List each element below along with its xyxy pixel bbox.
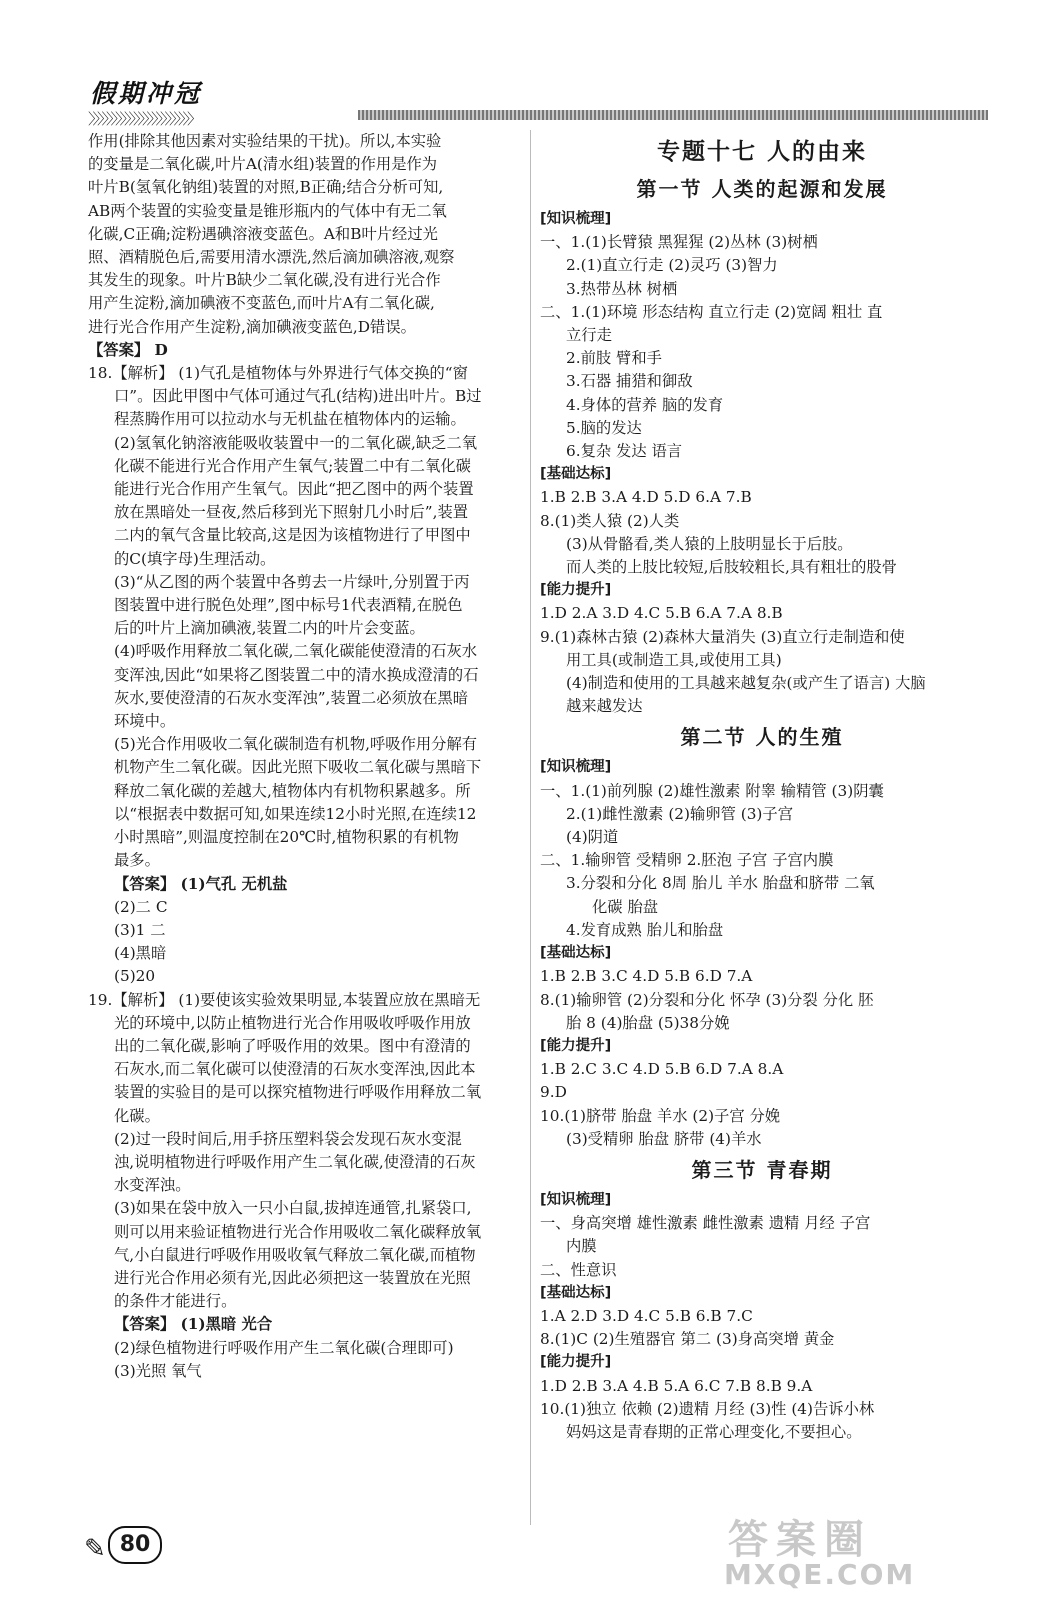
text-line: (3)从骨骼看,类人猿的上肢明显长于后肢。 <box>566 534 853 553</box>
text-line: 二内的氧气含量比较高,这是因为该植物进行了甲图中 <box>114 526 471 545</box>
answer-line: (2)二 C <box>114 897 168 916</box>
section-tag: [知识梳理] <box>540 759 612 776</box>
text-line: 的C(填字母)生理活动。 <box>114 549 276 568</box>
text-line: 能进行光合作用产生氧气。因此“把乙图中的两个装置 <box>114 480 474 499</box>
runner-mascot-icon: ✎ <box>84 1534 106 1564</box>
text-line: 1.A 2.D 3.D 4.C 5.B 6.B 7.C <box>540 1306 753 1325</box>
text-line: 水变浑浊。 <box>114 1176 191 1195</box>
header-chevron-decoration: 〉〉〉〉〉〉〉〉〉〉〉〉〉〉〉〉〉〉〉〉〉〉〉 <box>88 110 200 128</box>
text-line: 化碳,C正确;淀粉遇碘溶液变蓝色。A和B叶片经过光 <box>88 224 438 243</box>
section-tag: [知识梳理] <box>540 1191 612 1208</box>
text-line: 气,小白鼠进行呼吸作用吸收氧气释放二氧化碳,而植物 <box>114 1245 476 1264</box>
text-line: 程蒸腾作用可以拉动水与无机盐在植物体内的运输。 <box>114 410 466 429</box>
right-column <box>540 130 984 1444</box>
text-line: 浊,说明植物进行呼吸作用产生二氧化碳,使澄清的石灰 <box>114 1152 476 1171</box>
text-line: (4)阴道 <box>566 828 619 847</box>
text-line: (3)如果在袋中放入一只小白鼠,拔掉连通管,扎紧袋口, <box>114 1199 472 1218</box>
topic-title: 专题十七 人的由来 <box>656 139 867 165</box>
column-divider <box>530 130 531 1525</box>
text-line: 1.B 2.B 3.A 4.D 5.D 6.A 7.B <box>540 488 752 507</box>
section-tag: [能力提升] <box>540 1037 612 1054</box>
text-line: 越来越发达 <box>566 697 643 716</box>
text-line: 8.(1)类人猿 (2)人类 <box>540 511 680 530</box>
text-line: (3)“从乙图的两个装置中各剪去一片绿叶,分别置于丙 <box>114 572 470 591</box>
text-line: 胎 8 (4)胎盘 (5)38分娩 <box>566 1013 730 1032</box>
page-number: 80 <box>108 1526 162 1564</box>
section-tag: [基础达标] <box>540 945 612 962</box>
book-brand-title: 假期冲冠 <box>90 79 203 108</box>
text-line: 9.D <box>540 1083 567 1102</box>
text-line: 立行走 <box>566 326 612 345</box>
text-line: 一、1.(1)长臂猿 黑猩猩 (2)丛林 (3)树栖 <box>540 233 818 252</box>
text-line: 4.身体的营养 脑的发育 <box>566 395 724 414</box>
text-line: 一、1.(1)前列腺 (2)雄性激素 附睾 输精管 (3)阴囊 <box>540 781 884 800</box>
section-tag: [知识梳理] <box>540 211 612 227</box>
question-19-line: 19.【解析】 (1)要使该实验效果明显,本装置应放在黑暗无 <box>88 990 481 1009</box>
text-line: 二、性意识 <box>540 1260 617 1279</box>
text-line: 环境中。 <box>114 712 176 731</box>
text-line: (3)受精卵 胎盘 脐带 (4)羊水 <box>566 1129 762 1148</box>
text-line: 2.(1)雌性激素 (2)输卵管 (3)子宫 <box>566 804 793 823</box>
text-line: 以“根据表中数据可知,如果连续12小时光照,在连续12 <box>114 804 477 823</box>
answer-line: (5)20 <box>114 967 156 986</box>
text-line: 5.脑的发达 <box>566 418 642 437</box>
answer-line: (3)1 二 <box>114 920 166 939</box>
text-line: 的条件才能进行。 <box>114 1292 237 1311</box>
text-line: 3.石器 捕猎和御敌 <box>566 372 693 391</box>
text-line: 装置的实验目的是可以探究植物进行呼吸作用释放二氧 <box>114 1083 482 1102</box>
text-line: 释放二氧化碳的差越大,植物体内有机物积累越多。所 <box>114 781 471 800</box>
text-line: (5)光合作用吸收二氧化碳制造有机物,呼吸作用分解有 <box>114 735 478 754</box>
watermark-url: MXQE.COM <box>724 1558 916 1591</box>
text-line: 而人类的上肢比较短,后肢较粗长,具有粗壮的股骨 <box>566 558 897 577</box>
text-line: 光的环境中,以防止植物进行光合作用吸收呼吸作用放 <box>114 1013 471 1032</box>
text-line: 1.D 2.B 3.A 4.B 5.A 6.C 7.B 8.B 9.A <box>540 1376 813 1395</box>
text-line: 9.(1)森林古猿 (2)森林大量消失 (3)直立行走制造和使 <box>540 627 905 646</box>
text-line: 8.(1)C (2)生殖器官 第二 (3)身高突增 黄金 <box>540 1330 835 1349</box>
text-line: 则可以用来验证植物进行光合作用吸收二氧化碳释放氧 <box>114 1222 482 1241</box>
text-line: 二、1.输卵管 受精卵 2.胚泡 子宫 子宫内膜 <box>540 851 834 870</box>
text-line: (4)制造和使用的工具越来越复杂(或产生了语言) 大脑 <box>566 674 926 693</box>
text-line: 最多。 <box>114 851 160 870</box>
answer-line: 【答案】 (1)黑暗 光合 <box>114 1315 273 1334</box>
text-line: 1.D 2.A 3.D 4.C 5.B 6.A 7.A 8.B <box>540 604 783 623</box>
page-number-badge <box>84 1522 164 1572</box>
text-line: 变浑浊,因此“如果将乙图装置二中的清水换成澄清的石 <box>114 665 479 684</box>
text-line: 图装置中进行脱色处理”,图中标号1代表酒精,在脱色 <box>114 596 463 615</box>
text-line: 的变量是二氧化碳,叶片A(清水组)装置的作用是作为 <box>88 155 438 174</box>
text-line: 二、1.(1)环境 形态结构 直立行走 (2)宽阔 粗壮 直 <box>540 302 883 321</box>
text-line: 3.分裂和分化 8周 胎儿 羊水 胎盘和脐带 二氧 <box>566 874 875 893</box>
text-line: 进行光合作用必须有光,因此必须把这一装置放在光照 <box>114 1268 471 1287</box>
text-line: 口”。因此甲图中气体可通过气孔(结构)进出叶片。B过 <box>114 387 482 406</box>
text-line: 妈妈这是青春期的正常心理变化,不要担心。 <box>566 1422 862 1441</box>
text-line: 化碳不能进行光合作用产生氧气;装置二中有二氧化碳 <box>114 456 471 475</box>
text-line: (2)氢氧化钠溶液能吸收装置中一的二氧化碳,缺乏二氧 <box>114 433 478 452</box>
header-bar <box>358 110 988 120</box>
watermark <box>706 1508 1036 1598</box>
text-line: 小时黑暗”,则温度控制在20℃时,植物积累的有机物 <box>114 828 459 847</box>
text-line: 叶片B(氢氧化钠组)装置的对照,B正确;结合分析可知, <box>88 178 444 197</box>
text-line: 用产生淀粉,滴加碘液不变蓝色,而叶片A有二氧化碳, <box>88 294 435 313</box>
text-line: 3.热带丛林 树栖 <box>566 279 678 298</box>
question-18-line: 18.【解析】 (1)气孔是植物体与外界进行气体交换的“窗 <box>88 364 468 383</box>
text-line: 其发生的现象。叶片B缺少二氧化碳,没有进行光合作 <box>88 271 441 290</box>
text-line: 出的二氧化碳,影响了呼吸作用的效果。图中有澄清的 <box>114 1036 471 1055</box>
text-line: (4)呼吸作用释放二氧化碳,二氧化碳能使澄清的石灰水 <box>114 642 478 661</box>
text-line: 4.发育成熟 胎儿和胎盘 <box>566 920 724 939</box>
answer-line: (2)绿色植物进行呼吸作用产生二氧化碳(合理即可) <box>114 1338 454 1357</box>
answer-line: (3)光照 氧气 <box>114 1361 202 1380</box>
text-line: 作用(排除其他因素对实验结果的干扰)。所以,本实验 <box>88 132 442 150</box>
text-line: 化碳。 <box>114 1106 160 1125</box>
text-line: 石灰水,而二氧化碳可以使澄清的石灰水变浑浊,因此本 <box>114 1060 476 1079</box>
watermark-logo: 答案圈 <box>728 1517 872 1563</box>
section-tag: [基础达标] <box>540 1284 612 1301</box>
text-line: AB两个装置的实验变量是锥形瓶内的气体中有无二氧 <box>88 201 447 220</box>
text-line: 灰水,要使澄清的石灰水变浑浊”,装置二必须放在黑暗 <box>114 688 469 707</box>
section-1-title: 第一节 人类的起源和发展 <box>636 177 888 201</box>
text-line: 进行光合作用产生淀粉,滴加碘液变蓝色,D错误。 <box>88 317 416 336</box>
text-line: 放在黑暗处一昼夜,然后移到光下照射几小时后”,装置 <box>114 503 469 522</box>
text-line: (2)过一段时间后,用手挤压塑料袋会发现石灰水变混 <box>114 1129 462 1148</box>
answer-line: 【答案】 (1)气孔 无机盐 <box>114 874 288 893</box>
text-line: 8.(1)输卵管 (2)分裂和分化 怀孕 (3)分裂 分化 胚 <box>540 990 874 1009</box>
text-line: 照、酒精脱色后,需要用清水漂洗,然后滴加碘溶液,观察 <box>88 248 455 267</box>
section-3-title: 第三节 青春期 <box>691 1157 833 1182</box>
section-tag: [能力提升] <box>540 1354 612 1371</box>
text-line: 用工具(或制造工具,或使用工具) <box>566 650 782 669</box>
text-line: 后的叶片上滴加碘液,装置二内的叶片会变蓝。 <box>114 619 425 638</box>
text-line: 一、身高突增 雄性激素 雌性激素 遗精 月经 子宫 <box>540 1214 871 1233</box>
left-column <box>88 130 522 1383</box>
text-line: 2.(1)直立行走 (2)灵巧 (3)智力 <box>566 256 778 275</box>
text-line: 1.B 2.B 3.C 4.D 5.B 6.D 7.A <box>540 967 753 986</box>
answer-line: 【答案】 D <box>88 340 168 359</box>
section-tag: [基础达标] <box>540 466 612 483</box>
text-line: 化碳 胎盘 <box>592 897 659 916</box>
text-line: 10.(1)脐带 胎盘 羊水 (2)子宫 分娩 <box>540 1106 781 1125</box>
text-line: 6.复杂 发达 语言 <box>566 442 683 461</box>
text-line: 2.前肢 臂和手 <box>566 349 662 368</box>
text-line: 内膜 <box>566 1237 597 1256</box>
text-line: 1.B 2.C 3.C 4.D 5.B 6.D 7.A 8.A <box>540 1060 784 1079</box>
section-2-title: 第二节 人的生殖 <box>680 725 844 750</box>
section-tag: [能力提升] <box>540 582 612 599</box>
page-header <box>88 74 988 130</box>
answer-line: (4)黑暗 <box>114 944 167 963</box>
text-line: 机物产生二氧化碳。因此光照下吸收二氧化碳与黑暗下 <box>114 758 482 777</box>
text-line: 10.(1)独立 依赖 (2)遗精 月经 (3)性 (4)告诉小林 <box>540 1399 875 1418</box>
